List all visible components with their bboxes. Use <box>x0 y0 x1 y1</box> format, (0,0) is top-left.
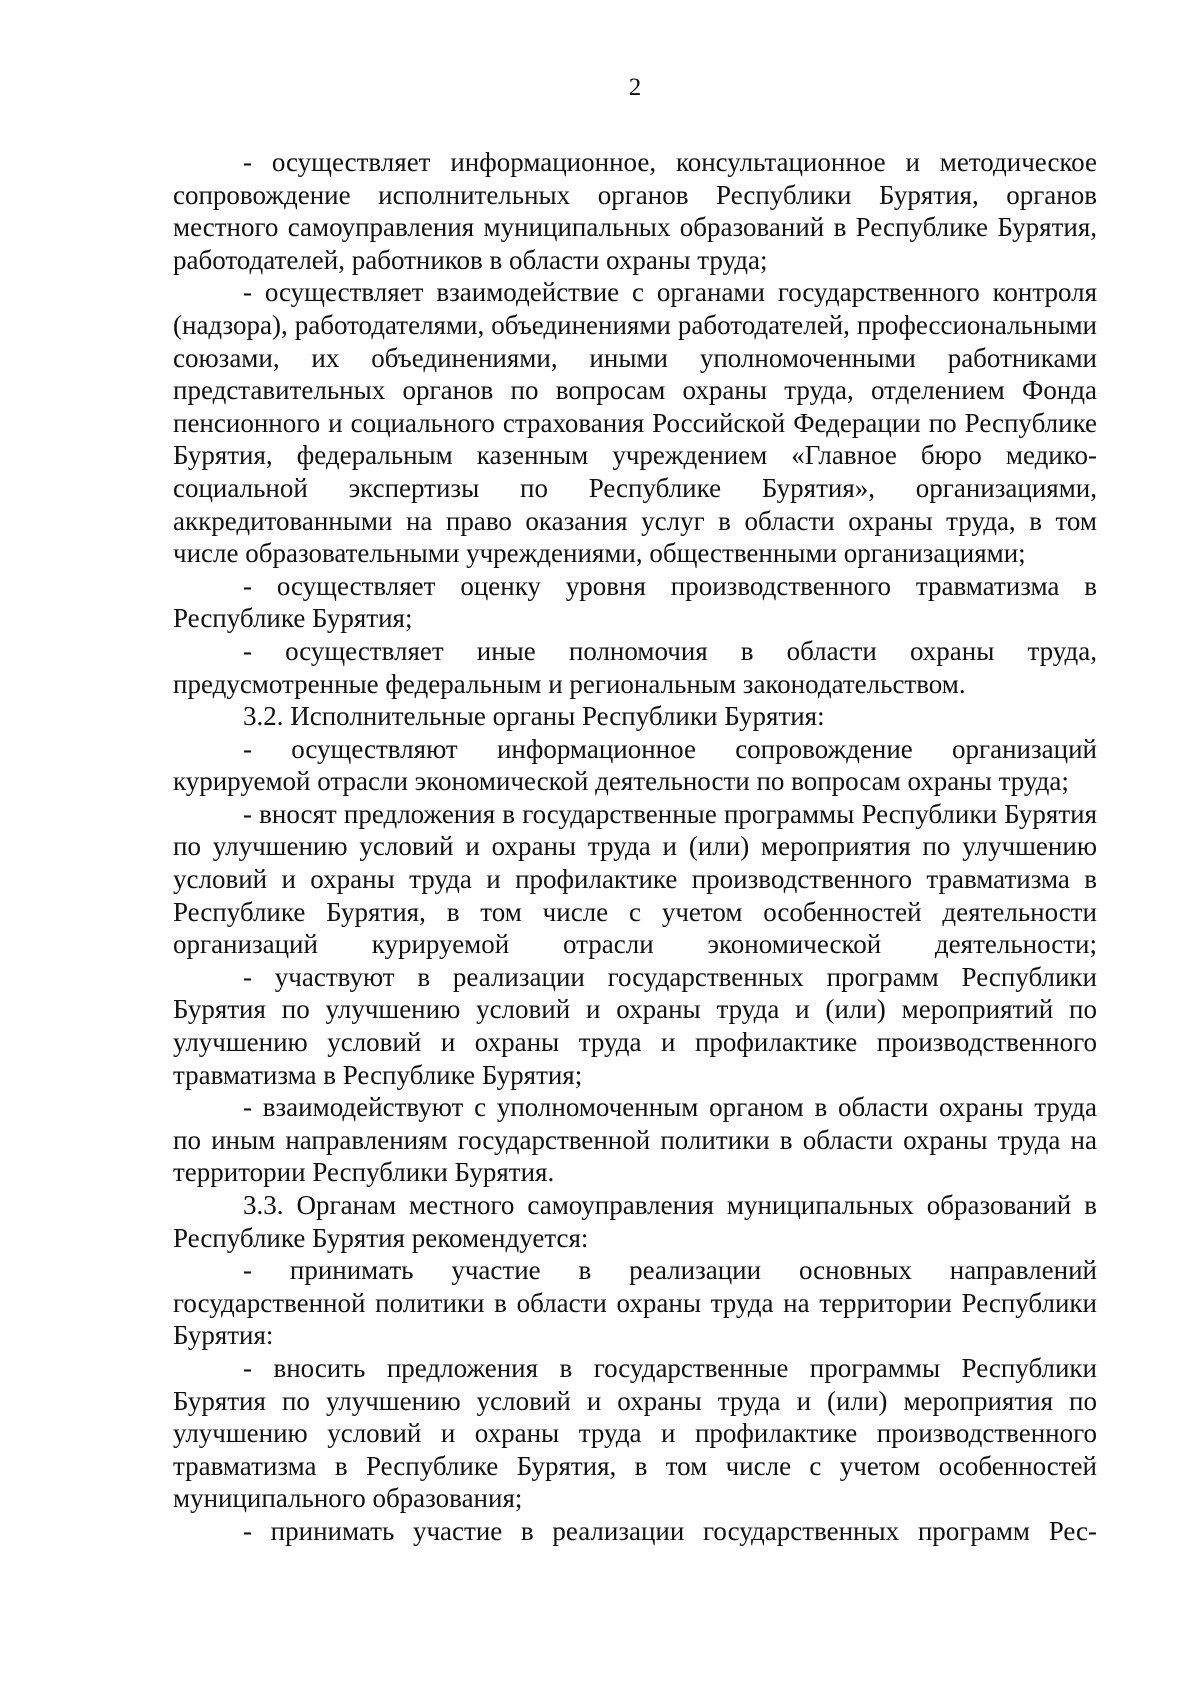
paragraph: - участвуют в реализации государственных программ Республики Бурятия по улучшению условий и охраны труда и (или) мероприятий по улучшению условий и охраны труда и профилактике производственного травматизма в Республике Бурятия; <box>173 961 1097 1090</box>
paragraph: - осуществляет информационное, консультационное и методическое сопровождение исполнительных органов Республики Бурятия, органов местного самоуправления муниципальных образований в Республике Бурятия, работодателей, работников в области охраны труда; <box>173 147 1097 275</box>
paragraph: - осуществляют информационное сопровождение организаций курируемой отрасли экономической деятельности по вопросам охраны труда; <box>173 733 1097 797</box>
paragraph: - осуществляет оценку уровня производственного травматизма в Республике Бурятия; <box>173 570 1097 634</box>
paragraph: - вносить предложения в государственные программы Республики Бурятия по улучшению условий и охраны труда и (или) мероприятия по улучшению условий и охраны труда и профилактике производственного травматизма в Республике Бурятия, в том числе с учетом особенностей муниципального образования; <box>173 1352 1097 1514</box>
paragraph: 3.2. Исполнительные органы Республики Бурятия: <box>243 701 825 732</box>
paragraph: - принимать участие в реализации государственных программ Рес- <box>243 1515 1097 1546</box>
paragraph: - вносят предложения в государственные программы Республики Бурятия по улучшению условий и охраны труда и (или) мероприятия по улучшению условий и охраны труда и профилактике производственного травматизма в Республике Бурятия, в том числе с учетом особенностей деятельности организаций курируемой отрасли экономической деятельности; <box>173 798 1097 960</box>
paragraph: 3.3. Органам местного самоуправления муниципальных образований в Республике Бурятия рекомендуется: <box>173 1190 1097 1253</box>
paragraph: - взаимодействуют с уполномоченным органом в области охраны труда по иным направлениям государственной политики в области охраны труда на территории Республики Бурятия. <box>173 1092 1097 1188</box>
document-body <box>173 146 1097 1548</box>
paragraph: - осуществляет взаимодействие с органами государственного контроля (надзора), работодателями, объединениями работодателей, профессиональными союзами, их объединениями, иными уполномоченными работниками представительных органов по вопросам охраны труда, отделением Фонда пенсионного и социального страхования Российской Федерации по Республике Бурятия, федеральным казенным учреждением «Главное бюро медико-социальной экспертизы по Республике Бурятия», организациями, аккредитованными на право оказания услуг в области охраны труда, в том числе образовательными учреждениями, общественными организациями; <box>173 277 1097 569</box>
paragraph: - принимать участие в реализации основных направлений государственной политики в области охраны труда на территории Республики Бурятия: <box>173 1255 1097 1351</box>
paragraph: - осуществляет иные полномочия в области охраны труда, предусмотренные федеральным и региональным законодательством. <box>173 635 1097 699</box>
page-number: 2 <box>628 74 642 101</box>
